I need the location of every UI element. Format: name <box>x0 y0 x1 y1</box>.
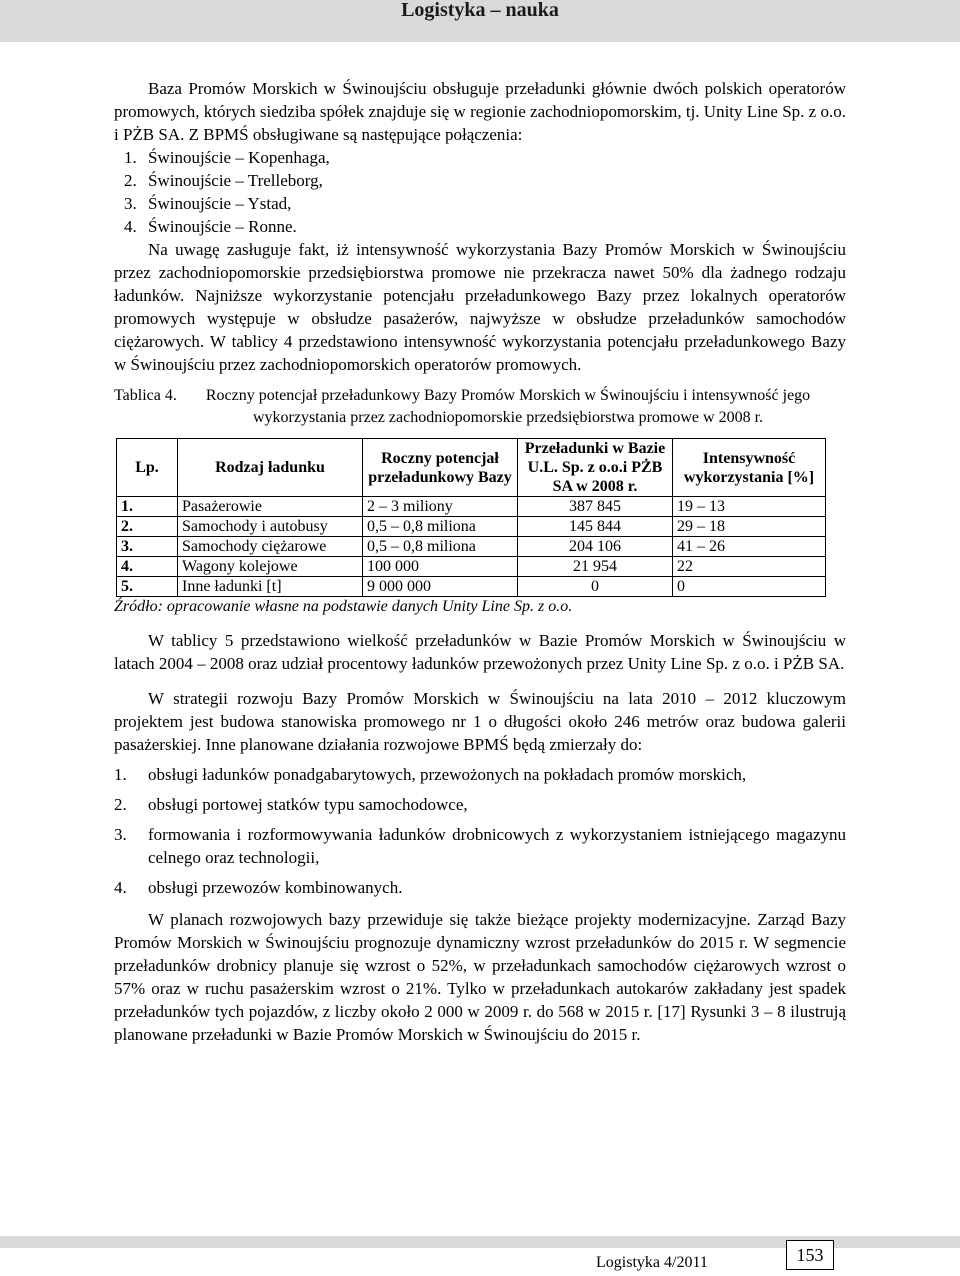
paragraph-forecast: W planach rozwojowych bazy przewiduje się także bieżące projekty modernizacyjne. Zarząd Bazy Promów Morskich w Świnoujściu prognozuje dynamiczny wzrost przeładunków do 2015 r. W segmencie przeładunków drobnicy planuje się wzrost o 52%, w przeładunkach samochodów ciężarowych wzrost o 57% oraz w ruchu pasażerskim wzrost o 21%. Tylko w przeładunkach autokarów zakładany jest spadek przeładunków tych pojazdów, z liczby około 2 000 w 2009 r. do 568 w 2015 r. [17] Rysunki 3 – 8 ilustrują planowane przeładunki w Bazie Promów Morskich w Świnoujściu do 2015 r. <box>114 910 846 1044</box>
cell-intensity: 29 – 18 <box>673 517 826 537</box>
table-caption <box>114 385 846 429</box>
route-number: 4. <box>124 217 137 236</box>
plan-text: formowania i rozformowywania ładunków drobnicowych z wykorzystaniem istniejącego magazynu celnego oraz technologii, <box>148 825 846 867</box>
route-text: Świnoujście – Trelleborg, <box>148 171 323 190</box>
plan-number: 2. <box>114 795 127 814</box>
plan-text: obsługi przewozów kombinowanych. <box>148 878 403 897</box>
paragraph-table5: W tablicy 5 przedstawiono wielkość przeładunków w Bazie Promów Morskich w Świnoujściu w latach 2004 – 2008 oraz udział procentowy ładunków przewożonych przez Unity Line Sp. z o.o. i PŻB SA. <box>114 631 846 673</box>
table-header-row <box>117 439 826 497</box>
routes-list <box>114 146 846 238</box>
header-intensity: Intensywność wykorzystania [%] <box>673 439 826 497</box>
cell-handled: 21 954 <box>518 557 673 577</box>
cell-type: Inne ładunki [t] <box>178 577 363 597</box>
cell-capacity: 0,5 – 0,8 miliona <box>363 517 518 537</box>
plan-number: 3. <box>114 825 127 844</box>
route-item <box>124 215 846 238</box>
table-row <box>117 517 826 537</box>
cell-handled: 0 <box>518 577 673 597</box>
route-item <box>124 169 846 192</box>
cell-handled: 145 844 <box>518 517 673 537</box>
page-number: 153 <box>786 1240 834 1270</box>
plan-item <box>114 823 846 869</box>
table-source: Źródło: opracowanie własne na podstawie danych Unity Line Sp. z o.o. <box>114 598 573 615</box>
plan-item <box>114 793 846 816</box>
running-header: Logistyka – nauka <box>401 0 559 21</box>
cell-capacity: 0,5 – 0,8 miliona <box>363 537 518 557</box>
table-row <box>117 497 826 517</box>
plan-item <box>114 876 846 899</box>
footer-journal: Logistyka 4/2011 <box>596 1254 708 1271</box>
route-number: 1. <box>124 148 137 167</box>
route-text: Świnoujście – Kopenhaga, <box>148 148 330 167</box>
cell-intensity: 41 – 26 <box>673 537 826 557</box>
table-row <box>117 557 826 577</box>
plan-text: obsługi portowej statków typu samochodowce, <box>148 795 468 814</box>
cell-lp: 1. <box>117 497 178 517</box>
route-item <box>124 192 846 215</box>
paragraph-intensity: Na uwagę zasługuje fakt, iż intensywność wykorzystania Bazy Promów Morskich w Świnoujściu przez zachodniopomorskie przedsiębiorstwa promowe nie przekracza nawet 50% dla żadnego rodzaju ładunków. Najniższe wykorzystanie potencjału przeładunkowego Bazy przez lokalnych operatorów promowych występuje w obsłudze pasażerów, najwyższe w obsłudze przeładunków samochodów ciężarowych. W tablicy 4 przedstawiono intensywność wykorzystania potencjału przeładunkowego Bazy w Świnoujściu przez zachodniopomorskich operatorów promowych. <box>114 240 846 374</box>
plan-number: 1. <box>114 765 127 784</box>
cell-lp: 5. <box>117 577 178 597</box>
cell-intensity: 19 – 13 <box>673 497 826 517</box>
plan-number: 4. <box>114 878 127 897</box>
header-handled: Przeładunki w Bazie U.L. Sp. z o.o.i PŻB SA w 2008 r. <box>518 439 673 497</box>
plans-list <box>114 763 846 899</box>
plan-text: obsługi ładunków ponadgabarytowych, przewożonych na pokładach promów morskich, <box>148 765 747 784</box>
table-row <box>117 537 826 557</box>
header-capacity: Roczny potencjał przeładunkowy Bazy <box>363 439 518 497</box>
table-caption-text: Roczny potencjał przeładunkowy Bazy Promów Morskich w Świnoujściu i intensywność jego wykorzystania przez zachodniopomorskie przedsiębiorstwa promowe w 2008 r. <box>205 387 811 426</box>
cell-type: Samochody ciężarowe <box>178 537 363 557</box>
cell-lp: 2. <box>117 517 178 537</box>
cell-handled: 387 845 <box>518 497 673 517</box>
route-number: 2. <box>124 171 137 190</box>
cell-intensity: 0 <box>673 577 826 597</box>
route-text: Świnoujście – Ronne. <box>148 217 297 236</box>
plan-item <box>114 763 846 786</box>
header-lp: Lp. <box>117 439 178 497</box>
header-type: Rodzaj ładunku <box>178 439 363 497</box>
cell-capacity: 2 – 3 miliony <box>363 497 518 517</box>
cell-handled: 204 106 <box>518 537 673 557</box>
cell-type: Wagony kolejowe <box>178 557 363 577</box>
route-text: Świnoujście – Ystad, <box>148 194 292 213</box>
article-body <box>114 77 846 1046</box>
cell-capacity: 9 000 000 <box>363 577 518 597</box>
cell-type: Samochody i autobusy <box>178 517 363 537</box>
cell-intensity: 22 <box>673 557 826 577</box>
route-item <box>124 146 846 169</box>
intro-paragraph: Baza Promów Morskich w Świnoujściu obsługuje przeładunki głównie dwóch polskich operatorów promowych, których siedziba spółek znajduje się w regionie zachodniopomorskim, tj. Unity Line Sp. z o.o. i PŻB SA. Z BPMŚ obsługiwane są następujące połączenia: <box>114 79 846 144</box>
cell-capacity: 100 000 <box>363 557 518 577</box>
cell-lp: 3. <box>117 537 178 557</box>
capacity-table <box>116 438 826 597</box>
table-caption-label: Tablica 4. <box>114 387 177 404</box>
table-row <box>117 577 826 597</box>
cell-lp: 4. <box>117 557 178 577</box>
route-number: 3. <box>124 194 137 213</box>
paragraph-strategy: W strategii rozwoju Bazy Promów Morskich w Świnoujściu na lata 2010 – 2012 kluczowym projektem jest budowa stanowiska promowego nr 1 o długości około 246 metrów oraz budowa galerii pasażerskiej. Inne planowane działania rozwojowe BPMŚ będą zmierzały do: <box>114 689 846 754</box>
cell-type: Pasażerowie <box>178 497 363 517</box>
